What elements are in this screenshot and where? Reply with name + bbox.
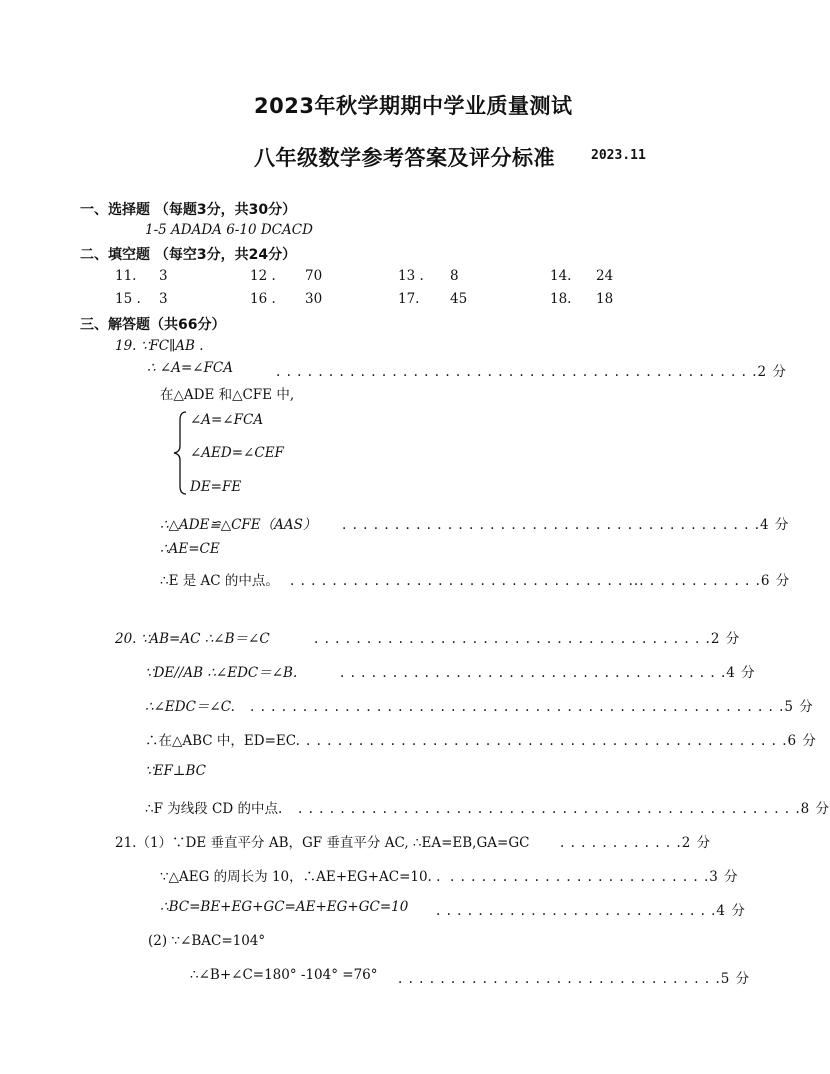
fill-18-val: 18	[596, 291, 614, 307]
q19-cond1: ∠A=∠FCA	[190, 412, 264, 428]
fill-11-val: 3	[159, 268, 168, 284]
fill-15-val: 3	[159, 291, 168, 307]
q21-line2: ∵△AEG 的周长为 10，∴AE+EG+AC=10. .	[160, 869, 441, 885]
fill-16-val: 30	[305, 291, 323, 307]
q20-line1: 20. ∵AB=AC ∴∠B＝∠C	[115, 631, 270, 647]
q21-line5: ∴∠B+∠C=180° -104° =76°	[190, 967, 378, 983]
choice-answers: 1-5 ADADA 6-10 DCACD	[145, 222, 313, 238]
q19-line2: ∴ ∠A=∠FCA	[147, 360, 234, 376]
q20-line1-score: . . . . . . . . . . . . . . . . . . . . . . . . . . . . . . . . . . . . . .2 分	[314, 631, 741, 647]
q19-cond3: DE=FE	[190, 479, 242, 495]
q19-line2-score: . . . . . . . . . . . . . . . . . . . . . . . . . . . . . . . . . . . . . . . . . . . . . .2 分	[276, 364, 787, 380]
q20-line5: ∵EF⊥BC	[145, 763, 207, 779]
fill-18-num: 18.	[550, 291, 572, 307]
q19-line3: 在△ADE 和△CFE 中,	[160, 387, 295, 403]
q21-line5-score: . . . . . . . . . . . . . . . . . . . . . . . . . . . . . . .5 分	[398, 971, 751, 987]
doc-title: 2023年秋学期期中学业质量测试	[254, 94, 573, 118]
fill-17-num: 17.	[398, 291, 420, 307]
q20-line4: ∴在△ABC 中，ED=EC.	[145, 733, 300, 749]
q20-line3-score: . . . . . . . . . . . . . . . . . . . . . . . . . . . . . . . . . . . . . . . . . . . . . . . . . . .5 分	[250, 699, 814, 715]
q20-line2: ∵DE//AB ∴∠EDC＝∠B.	[145, 665, 298, 681]
fill-11-num: 11.	[115, 268, 137, 284]
q19-line6-score: . . . . . . . . . . . . . . . . . . . . . . . . . . . . . . . . ... . . . . . . . . . . .6 分	[290, 573, 791, 589]
q20-line2-score: . . . . . . . . . . . . . . . . . . . . . . . . . . . . . . . . . . . . .4 分	[340, 665, 756, 681]
fill-14-num: 14.	[550, 268, 572, 284]
q21-line3: ∴BC=BE+EG+GC=AE+EG+GC=10	[160, 899, 409, 915]
section-solve-heading: 三、解答题（共66分）	[80, 317, 226, 333]
q19-line1: 19. ∵FC∥AB .	[115, 338, 204, 354]
fill-15-num: 15 .	[115, 291, 141, 307]
q21-line2-score: . . . . . . . . . . . . . . . . . . . . . . . . .3 分	[450, 869, 739, 885]
q20-line6-score: . . . . . . . . . . . . . . . . . . . . . . . . . . . . . . . . . . . . . . . . . . . . . . . .8 分	[298, 801, 830, 817]
fill-13-val: 8	[450, 268, 459, 284]
q19-line4: ∴△ADE≌△CFE（AAS）	[160, 517, 317, 533]
q20-line3: ∴∠EDC＝∠C.	[145, 699, 235, 715]
fill-17-val: 45	[450, 291, 468, 307]
section-choice-heading: 一、选择题 （每题3分，共30分）	[80, 202, 297, 218]
q19-line6: ∴E 是 AC 的中点。	[160, 573, 279, 589]
q21-line1: 21.（1）∵DE 垂直平分 AB，GF 垂直平分 AC, ∴EA=EB,GA=GC	[115, 835, 530, 851]
q20-line6: ∴F 为线段 CD 的中点.	[145, 801, 283, 817]
fill-13-num: 13 .	[398, 268, 424, 284]
doc-date: 2023.11	[591, 148, 646, 163]
q19-line5: ∴AE=CE	[160, 541, 220, 557]
fill-12-num: 12 .	[250, 268, 276, 284]
q20-line4-score: . . . . . . . . . . . . . . . . . . . . . . . . . . . . . . . . . . . . . . . . . . . . . .6 分	[306, 733, 817, 749]
fill-12-val: 70	[305, 268, 323, 284]
doc-subtitle: 八年级数学参考答案及评分标准	[254, 146, 555, 170]
fill-16-num: 16 .	[250, 291, 276, 307]
fill-14-val: 24	[596, 268, 614, 284]
q19-cond2: ∠AED=∠CEF	[190, 445, 284, 461]
q21-line1-score: . . . . . . . . . . . .2 分	[560, 835, 712, 851]
section-fill-heading: 二、填空题 （每空3分，共24分）	[80, 247, 297, 263]
q21-line4: (2) ∵∠BAC=104°	[148, 933, 266, 949]
q19-line4-score: . . . . . . . . . . . . . . . . . . . . . . . . . . . . . . . . . . . . . . . .4 分	[342, 517, 790, 533]
left-brace-icon	[170, 410, 190, 496]
q21-line3-score: . . . . . . . . . . . . . . . . . . . . . . . . . . .4 分	[436, 903, 746, 919]
